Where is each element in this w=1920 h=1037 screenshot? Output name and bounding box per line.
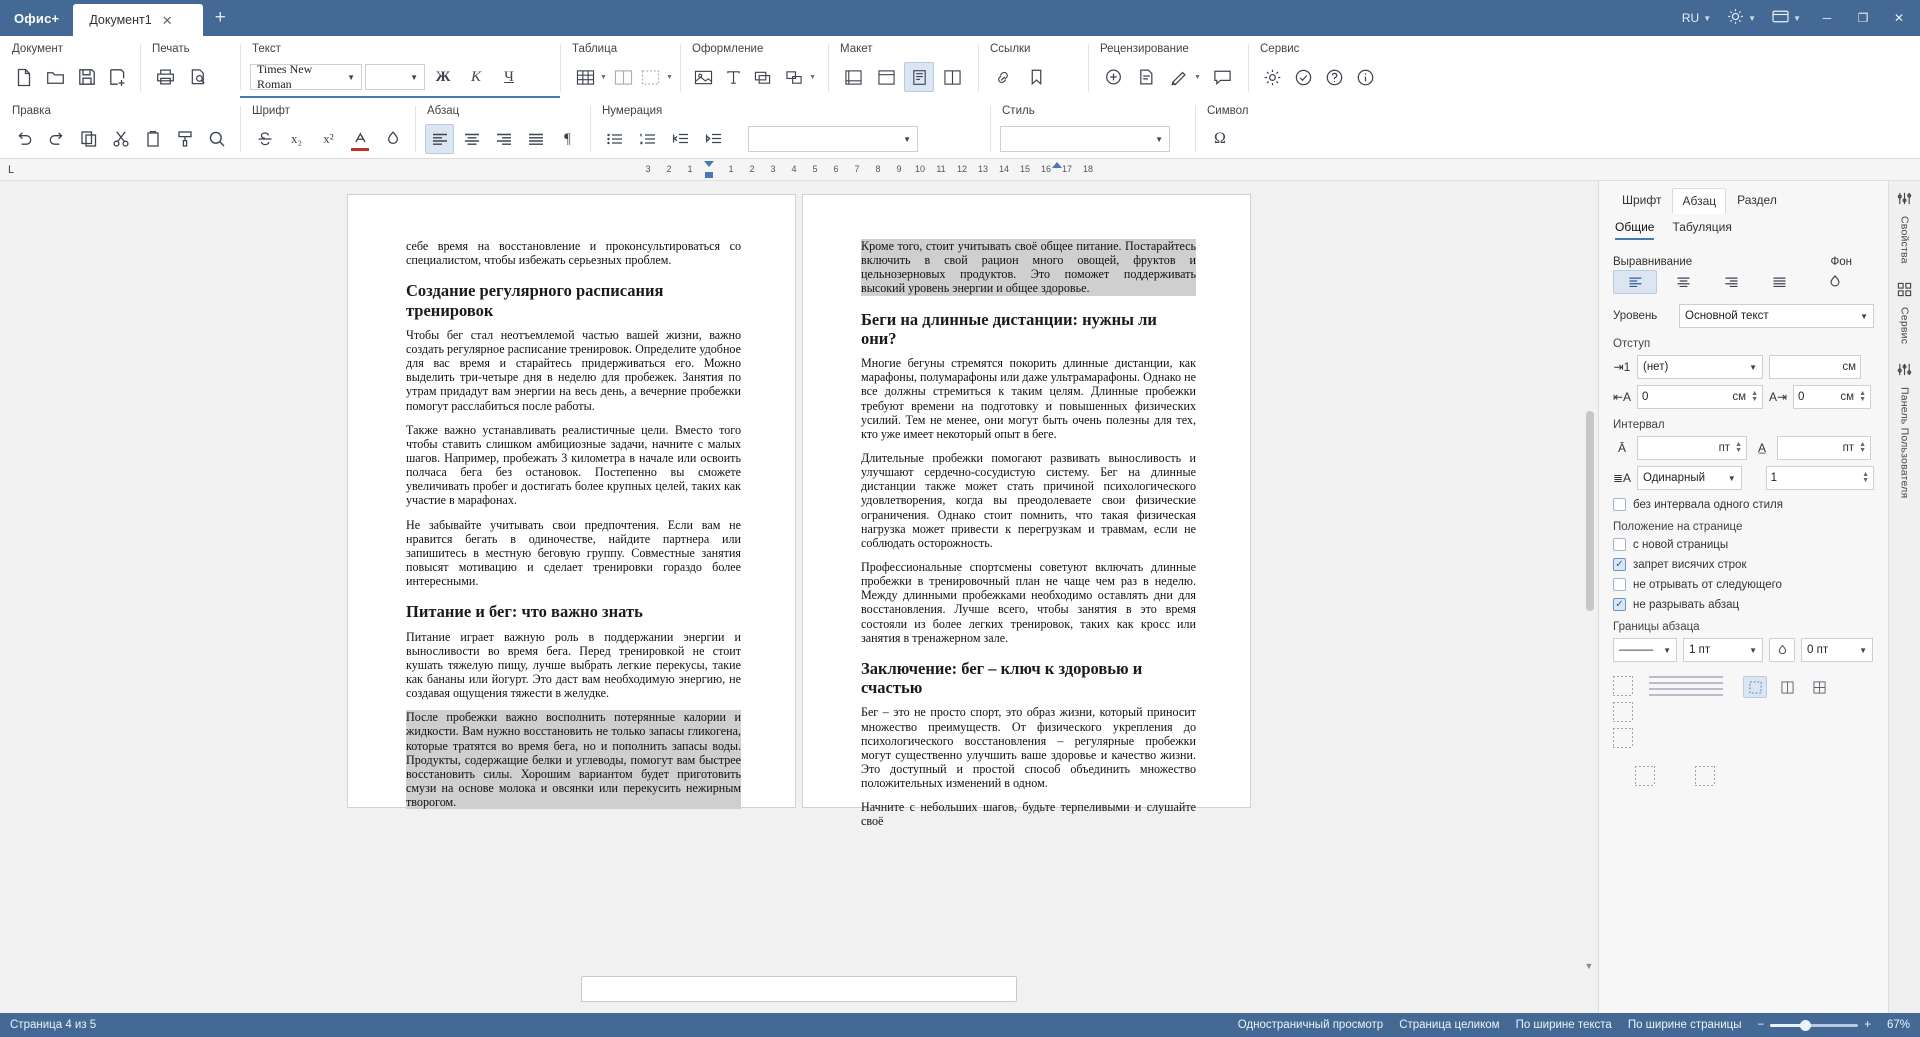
format-painter-button[interactable] (171, 124, 200, 154)
ribbon (0, 36, 1920, 159)
line-spacing-stepper[interactable]: ▲ ▼ (1862, 471, 1869, 484)
align-right-button[interactable] (489, 124, 518, 154)
font-size-select[interactable] (365, 64, 425, 90)
space-after-input[interactable] (1777, 436, 1871, 460)
keep-with-next-label: не отрывать от следующего (1633, 578, 1782, 591)
ribbon-group-print (140, 36, 240, 98)
left-indent-input[interactable] (1637, 385, 1763, 409)
side-tab-properties[interactable] (1897, 191, 1912, 264)
chevron-down-icon: ▼ (1749, 645, 1757, 655)
ribbon-row-1 (0, 36, 1920, 98)
align-justify-button[interactable] (521, 124, 550, 154)
chevron-down-icon: ▼ (1749, 362, 1757, 372)
heading: Беги на длинные дистанции: нужны ли они? (861, 309, 1157, 348)
omega-icon: Ω (1214, 130, 1226, 147)
language-selector[interactable] (1675, 0, 1718, 36)
undo-button[interactable] (10, 124, 39, 154)
line-spacing-icon: ≣A (1613, 471, 1632, 485)
title-bar (0, 0, 1920, 36)
bulleted-list-button[interactable] (600, 124, 630, 154)
ribbon-group-edit (0, 98, 240, 158)
paragraph-style-select[interactable] (1000, 126, 1170, 152)
border-left-preview[interactable] (1635, 766, 1655, 786)
first-line-indent-select[interactable] (1637, 355, 1763, 379)
panel-align-center-button[interactable] (1661, 270, 1705, 294)
table-icon (570, 62, 600, 92)
zoom-slider-track[interactable] (1770, 1024, 1858, 1027)
bookmark-button[interactable] (1021, 62, 1051, 92)
group-title: Правка (12, 105, 51, 117)
ribbon-group-style (990, 98, 1195, 158)
position-label: Положение на странице (1613, 521, 1743, 533)
ribbon-group-table (560, 36, 680, 98)
page-break-before-label: с новой страницы (1633, 538, 1729, 551)
page-orientation-button[interactable] (871, 62, 901, 92)
macro-button[interactable] (1289, 62, 1317, 92)
ruler-number: 3 (770, 163, 776, 174)
ruler-number: 15 (1019, 163, 1031, 174)
ruler-number: 13 (977, 163, 989, 174)
no-interval-same-style-label: без интервала одного стиля (1633, 498, 1783, 511)
ribbon-group-design (680, 36, 828, 98)
zoom-out-button[interactable]: − (1757, 1019, 1765, 1031)
side-tab-user-panel-label: Панель Пользователя (1898, 386, 1911, 499)
status-bar-right (1238, 1019, 1910, 1031)
pages-container (348, 195, 1250, 1013)
document-tab-label: Документ1 (89, 13, 152, 27)
ruler-number: 9 (896, 163, 902, 174)
page-size-button[interactable] (904, 62, 934, 92)
chevron-down-icon: ▼ (1727, 473, 1736, 483)
ruler-number: 2 (749, 163, 755, 174)
right-indent-stepper[interactable]: ▲ ▼ (1859, 390, 1866, 403)
ruler-number: 17 (1061, 163, 1073, 174)
group-title: Текст (252, 43, 281, 55)
save-as-button[interactable] (104, 62, 132, 92)
sun-icon (1727, 8, 1744, 28)
paragraph: Профессиональные спортсмены советуют включать длинные пробежки в тренировочный план не чаще чем раз в неделю. Между длинными пробежками необходимо оставлять дни для восстановления. Лучше всего, чтобы занятия в это время состояли из более легких тренировок, таких как кросс или занятия в тренажерном зале. (861, 559, 1196, 645)
border-outer-button[interactable] (1775, 676, 1799, 698)
chevron-down-icon: ▼ (410, 72, 418, 82)
space-after-icon: A̲ (1757, 441, 1766, 455)
layout-button[interactable] (1765, 0, 1808, 36)
group-title: Шрифт (252, 105, 290, 117)
ruler-number: 11 (936, 163, 946, 174)
group-title: Документ (12, 43, 64, 55)
chevron-down-icon: ▼ (1748, 13, 1757, 23)
font-color-button[interactable] (346, 124, 375, 154)
insert-table-button[interactable] (570, 62, 611, 92)
group-title: Нумерация (602, 105, 663, 117)
chevron-down-icon: ▼ (1793, 13, 1801, 23)
left-indent-unit: см (1732, 391, 1747, 403)
chevron-down-icon: ▼ (1859, 645, 1867, 655)
ruler-number: 3 (645, 163, 651, 174)
ribbon-group-text (240, 36, 560, 98)
add-comment-button[interactable] (1098, 62, 1128, 92)
bold-button[interactable]: Ж (435, 68, 451, 85)
interval-label: Интервал (1613, 419, 1665, 431)
find-bar-area (0, 965, 1598, 1013)
widow-control-checkbox[interactable]: ✓ (1613, 558, 1626, 571)
page-left[interactable] (348, 195, 795, 810)
language-label: RU (1681, 11, 1700, 25)
space-before-icon: Ā (1617, 441, 1626, 455)
left-indent-marker[interactable] (705, 172, 713, 178)
border-width-select[interactable] (1683, 638, 1763, 662)
border-preview-column (1613, 676, 1633, 748)
superscript-button[interactable]: x² (323, 131, 334, 146)
side-tab-properties-label: Свойства (1898, 216, 1911, 264)
left-indent-stepper[interactable]: ▲ ▼ (1751, 390, 1758, 403)
paragraph: Питание играет важную роль в поддержании энергии и выносливости во время бега. Перед тренировкой не стоит кушать тяжелую пищу, лучше выбрать легкие перекусы, такие как бананы или йогурт. Это даст вам необходимую энергию, не создавая ощущения тяжести в желудке. (406, 629, 741, 701)
border-grid-button[interactable] (1807, 676, 1831, 698)
vertical-scrollbar-thumb[interactable] (1586, 411, 1594, 611)
left-indent-icon: ⇤A (1613, 390, 1632, 404)
main-area (0, 181, 1920, 1013)
ruler-number: 10 (914, 163, 926, 174)
ruler-number: 12 (956, 163, 968, 174)
hyperlink-button[interactable] (988, 62, 1018, 92)
ribbon-group-paragraph (415, 98, 590, 158)
heading: Питание и бег: что важно знать (406, 602, 643, 622)
about-icon[interactable] (1352, 62, 1380, 92)
review-tools-button[interactable] (1164, 62, 1205, 92)
titlebar-spacer (237, 0, 1675, 36)
ruler-number: 8 (875, 163, 881, 174)
level-label: Уровень (1613, 310, 1658, 322)
border-all-button[interactable] (1743, 676, 1767, 698)
italic-button[interactable]: К (471, 68, 481, 85)
page-columns-button[interactable] (937, 62, 967, 92)
chevron-down-icon: ▼ (1703, 13, 1712, 23)
document-tab[interactable] (73, 4, 203, 36)
numbered-list-button[interactable] (633, 124, 663, 154)
ruler-number: 16 (1040, 163, 1052, 174)
space-before-unit: пт (1718, 442, 1731, 454)
window-layout-icon (1772, 9, 1789, 27)
merge-cells-button[interactable] (614, 62, 633, 92)
border-style-value: ——— (1619, 644, 1654, 656)
table-properties-button[interactable] (636, 62, 677, 92)
ruler-number: 1 (687, 163, 693, 174)
settings-gear-icon[interactable] (1258, 62, 1286, 92)
page-info: Страница 4 из 5 (10, 1019, 97, 1031)
table-select-icon (636, 62, 666, 92)
chevron-down-icon: ▼ (1860, 311, 1868, 321)
chevron-down-icon: ▼ (665, 73, 673, 81)
zoom-value[interactable]: 67% (1886, 1019, 1910, 1031)
page-right[interactable] (803, 195, 1250, 829)
border-spacing-value: 0 пт (1807, 644, 1829, 656)
widow-control-label: запрет висячих строк (1633, 558, 1747, 571)
font-family-value: Times New Roman (257, 62, 313, 91)
paragraph: Чтобы бег стал неотъемлемой частью вашей жизни, важно создать регулярное расписание тренировок. Определите удобное для вас время и старайтесь придерживаться его. Можно выделить три-четыре дня в неделю для пробежек. Занятия по утрам придадут вам энергии на весь день, а вечерние пробежки помогут расслабиться после работы. (406, 327, 741, 413)
background-label: Фон (1830, 256, 1852, 268)
group-title: Макет (840, 43, 873, 55)
tab-paragraph[interactable]: Абзац (1672, 188, 1726, 214)
print-button[interactable] (150, 62, 180, 92)
arrange-objects-button[interactable] (779, 62, 820, 92)
document-canvas[interactable] (0, 181, 1598, 1013)
chevron-down-icon: ▼ (1155, 134, 1163, 144)
font-color-swatch (351, 148, 369, 151)
zoom-in-button[interactable]: + (1864, 1019, 1871, 1031)
save-document-button[interactable] (73, 62, 101, 92)
fit-page-width-button[interactable]: По ширине страницы (1627, 1019, 1742, 1031)
close-icon[interactable]: ✕ (161, 12, 173, 28)
group-title: Стиль (1002, 105, 1035, 117)
indent-label: Отступ (1613, 338, 1651, 350)
no-interval-same-style-checkbox[interactable] (1613, 498, 1626, 511)
numbering-style-select[interactable] (748, 126, 918, 152)
open-document-button[interactable] (41, 62, 69, 92)
group-title: Сервис (1260, 43, 1300, 55)
border-middle-preview[interactable] (1613, 702, 1633, 722)
space-after-unit: пт (1842, 442, 1855, 454)
group-title: Печать (152, 43, 190, 55)
tab-stop-selector-icon[interactable]: L (7, 163, 15, 176)
line-spacing-value: Одинарный (1643, 472, 1706, 484)
copy-button[interactable] (74, 124, 103, 154)
zoom-slider-knob[interactable] (1800, 1020, 1811, 1031)
ruler-number: 2 (666, 163, 672, 174)
border-top-preview[interactable] (1613, 676, 1633, 696)
align-center-button[interactable] (457, 124, 486, 154)
align-left-button[interactable] (425, 124, 454, 154)
first-line-indent-icon: ⇥1 (1613, 360, 1631, 374)
find-input[interactable] (581, 976, 1017, 1002)
vertical-scrollbar[interactable] (1584, 181, 1596, 1013)
font-family-select[interactable] (250, 64, 362, 90)
ruler-number: 4 (791, 163, 797, 174)
chevron-down-icon: ▼ (809, 73, 816, 81)
ruler-number: 5 (812, 163, 818, 174)
heading: Создание регулярного расписания тренировок (406, 281, 664, 320)
right-indent-marker[interactable] (1052, 162, 1062, 168)
track-changes-button[interactable] (1131, 62, 1161, 92)
left-indent-value: 0 (1642, 391, 1649, 403)
window-close-button[interactable]: ✕ (1893, 11, 1905, 25)
chevron-down-icon: ▼ (903, 134, 911, 144)
ribbon-group-document (0, 36, 140, 98)
redo-button[interactable] (42, 124, 71, 154)
tab-font[interactable]: Шрифт (1622, 193, 1662, 207)
chevron-down-icon: ▼ (347, 72, 355, 82)
line-spacing-amount-input[interactable] (1766, 466, 1874, 490)
page-margins-button[interactable] (838, 62, 868, 92)
border-preview-area (1613, 676, 1874, 748)
insert-symbol-button[interactable] (1205, 124, 1235, 154)
titlebar-controls (1675, 0, 1920, 36)
view-single-page-button[interactable]: Одностраничный просмотр (1237, 1019, 1384, 1031)
show-formatting-marks-button[interactable]: ¶ (564, 130, 571, 147)
panel-align-right-button[interactable] (1709, 270, 1753, 294)
border-bottom-preview[interactable] (1613, 728, 1633, 748)
paragraph-highlighted: Кроме того, стоит учитывать своё общее питание. Постарайтесь включить в свой рацион много овощей, фруктов и цельнозерновых продуктов. Это поможет поддерживать высокий уровень энергии и общее здоровье. (861, 239, 1196, 296)
paragraph: себе время на восстановление и проконсультироваться со специалистом, чтобы избежать серьезных проблем. (406, 239, 741, 268)
subtab-general[interactable]: Общие (1615, 220, 1654, 240)
space-before-input[interactable] (1637, 436, 1747, 460)
group-title: Оформление (692, 43, 764, 55)
search-icon[interactable] (203, 124, 232, 154)
insert-image-button[interactable] (690, 62, 717, 92)
view-whole-page-button[interactable]: Страница целиком (1399, 1019, 1500, 1031)
subscript-button[interactable]: x₂ (290, 131, 303, 146)
borders-label: Границы абзаца (1613, 621, 1700, 633)
line-spacing-select[interactable] (1637, 466, 1742, 490)
theme-button[interactable] (1720, 0, 1763, 36)
scroll-down-icon[interactable]: ▼ (1584, 961, 1594, 971)
paragraph: Также важно устанавливать реалистичные цели. Вместо того чтобы ставить слишком амбициозные задачи, начните с малых шагов. Например, пробежать 3 километра в начале или освоить полчаса бега без остановок. Постепенно вы сможете увеличивать пробег и достигать более крупных целей, таких как участие в марафонах. (406, 422, 741, 508)
chevron-down-icon: ▼ (1663, 645, 1671, 655)
right-indent-icon: A⇥ (1769, 390, 1788, 404)
subtab-tabulation[interactable]: Табуляция (1672, 220, 1732, 234)
side-tab-strip (1888, 181, 1920, 1013)
decrease-indent-button[interactable] (666, 124, 696, 154)
paragraph: Длительные пробежки помогают развивать выносливость и улучшают сердечно-сосудистую систему. Бег на длинные дистанции также может стать причиной психологического удовлетворения, когда вы преодолеваете свои физические ограничения. Однако стоит помнить, что такая физическая нагрузка может привести к перегрузкам и травмам, если не соблюдать осторожность. (861, 451, 1196, 550)
ruler-number: 6 (833, 163, 839, 174)
keep-lines-together-checkbox[interactable]: ✓ (1613, 598, 1626, 611)
zoom-slider[interactable] (1758, 1019, 1871, 1031)
increase-indent-button[interactable] (699, 124, 729, 154)
border-style-select[interactable] (1613, 638, 1677, 662)
group-title: Таблица (572, 43, 618, 55)
paragraph-highlighted: После пробежки важно восполнить потерянные калории и жидкости. Вам нужно восстановить не только запасы гликогена, которые тратятся во время бега, но и пополнить запасы воды. Продукты, содержащие белки и углеводы, помогут вам быстрее восстановить силы. Хорошим вариантом будет приготовить смузи на основе молока и овсянки или перекусить нежирным творогом. (406, 710, 741, 810)
arrange-icon (779, 62, 809, 92)
ribbon-group-numbering (590, 98, 990, 158)
background-color-button[interactable] (1813, 270, 1857, 294)
panel-align-left-button[interactable] (1613, 270, 1657, 294)
ribbon-group-layout (828, 36, 978, 98)
paragraph: Не забывайте учитывать свои предпочтения. Если вам не нравится бегать в одиночестве, найдите партнера или запишитесь в местную беговую группу. Совместные занятия повысят мотивацию и сделает тренировки гораздо более интересными. (406, 517, 741, 589)
level-select[interactable] (1679, 304, 1874, 328)
insert-text-box-button[interactable] (720, 62, 747, 92)
comments-panel-button[interactable] (1208, 62, 1238, 92)
tab-section[interactable]: Раздел (1737, 193, 1777, 207)
ribbon-group-symbol (1195, 98, 1305, 158)
ribbon-group-font (240, 98, 415, 158)
ruler[interactable] (0, 159, 1920, 181)
first-line-indent-amount[interactable] (1769, 355, 1861, 379)
keep-lines-together-label: не разрывать абзац (1633, 598, 1740, 611)
keep-with-next-checkbox[interactable] (1613, 578, 1626, 591)
restore-button[interactable]: ❐ (1857, 11, 1869, 25)
status-bar (0, 1013, 1920, 1037)
chevron-down-icon: ▼ (1194, 73, 1201, 81)
paragraph: Многие бегуны стремятся покорить длинные дистанции, как марафоны, полумарафоны или даже ультрамарафоны. Однако не все должны стремиться к таким целям. Длинные пробежки требуют времени на подготовку и повышенных физических усилий. Тем не менее, они могут быть очень полезны для тех, кто уже имеет некоторый опыт в беге. (861, 356, 1196, 441)
side-tab-user-panel[interactable] (1897, 362, 1912, 498)
pen-icon (1164, 62, 1194, 92)
ribbon-row-2 (0, 98, 1920, 158)
paste-button[interactable] (139, 124, 168, 154)
zoom-slider-fill (1770, 1024, 1802, 1027)
right-indent-unit: см (1840, 391, 1855, 403)
ruler-number: 18 (1082, 163, 1094, 174)
sliders-icon (1897, 191, 1912, 211)
new-tab-button[interactable]: + (214, 7, 226, 28)
highlight-color-button[interactable] (378, 124, 407, 154)
border-right-preview[interactable] (1695, 766, 1715, 786)
properties-panel (1598, 181, 1888, 1013)
paragraph: Начните с небольших шагов, будьте терпеливыми и слушайте своё (861, 800, 1196, 829)
paragraph: Бег – это не просто спорт, это образ жизни, который приносит множество преимуществ. От физического укрепления до психологического восстановления – регулярные пробежки могут существенно улучшить ваше здоровье и качество жизни. Это доступный и простой способ объединить множество положительных изменений в одном. (861, 705, 1196, 791)
level-value: Основной текст (1685, 310, 1769, 322)
underline-button[interactable]: Ч (504, 68, 514, 85)
group-title: Ссылки (990, 43, 1031, 55)
print-preview-button[interactable] (183, 62, 213, 92)
ribbon-group-service (1248, 36, 1388, 98)
side-tab-service[interactable] (1897, 282, 1912, 344)
app-logo[interactable]: Офис+ (14, 10, 60, 26)
border-preview-row-2 (1635, 766, 1874, 786)
right-indent-value: 0 (1798, 391, 1805, 403)
ruler-number: 7 (854, 163, 860, 174)
cut-button[interactable] (106, 124, 135, 154)
alignment-label: Выравнивание (1613, 256, 1693, 268)
insert-shape-button[interactable] (749, 62, 776, 92)
ruler-number: 14 (998, 163, 1010, 174)
ruler-number: 1 (728, 163, 734, 174)
group-title: Рецензирование (1100, 43, 1189, 55)
minimize-button[interactable]: ─ (1822, 11, 1832, 25)
border-buttons (1743, 676, 1831, 698)
side-tab-service-label: Сервис (1898, 306, 1911, 344)
properties-panel-tabs (1599, 181, 1888, 214)
new-document-button[interactable] (10, 62, 38, 92)
first-line-indent-marker[interactable] (704, 161, 714, 167)
chevron-down-icon: ▼ (600, 73, 607, 81)
first-line-indent-value: (нет) (1643, 361, 1669, 373)
ribbon-group-review (1088, 36, 1248, 98)
grid-icon (1897, 282, 1912, 302)
properties-panel-subtabs (1599, 214, 1888, 240)
page-break-before-checkbox[interactable] (1613, 538, 1626, 551)
first-line-indent-unit: см (1842, 361, 1856, 373)
space-after-stepper[interactable]: ▲ ▼ (1859, 441, 1866, 454)
strikethrough-button[interactable] (250, 124, 279, 154)
border-color-button[interactable] (1769, 638, 1795, 662)
properties-panel-body (1599, 240, 1888, 798)
border-lines-preview (1649, 676, 1723, 696)
line-spacing-amount-value: 1 (1770, 472, 1778, 484)
ribbon-group-links (978, 36, 1088, 98)
group-title: Символ (1207, 105, 1249, 117)
ruler-track[interactable] (22, 159, 1920, 181)
help-icon[interactable] (1321, 62, 1349, 92)
panel-icon (1897, 362, 1912, 382)
border-spacing-select[interactable] (1801, 638, 1873, 662)
right-indent-input[interactable] (1793, 385, 1871, 409)
heading: Заключение: бег – ключ к здоровью и счастью (861, 658, 1143, 698)
panel-align-justify-button[interactable] (1757, 270, 1801, 294)
space-before-stepper[interactable]: ▲ ▼ (1735, 441, 1742, 454)
border-width-value: 1 пт (1689, 644, 1711, 656)
fit-text-width-button[interactable]: По ширине текста (1515, 1019, 1612, 1031)
group-title: Абзац (427, 105, 460, 117)
